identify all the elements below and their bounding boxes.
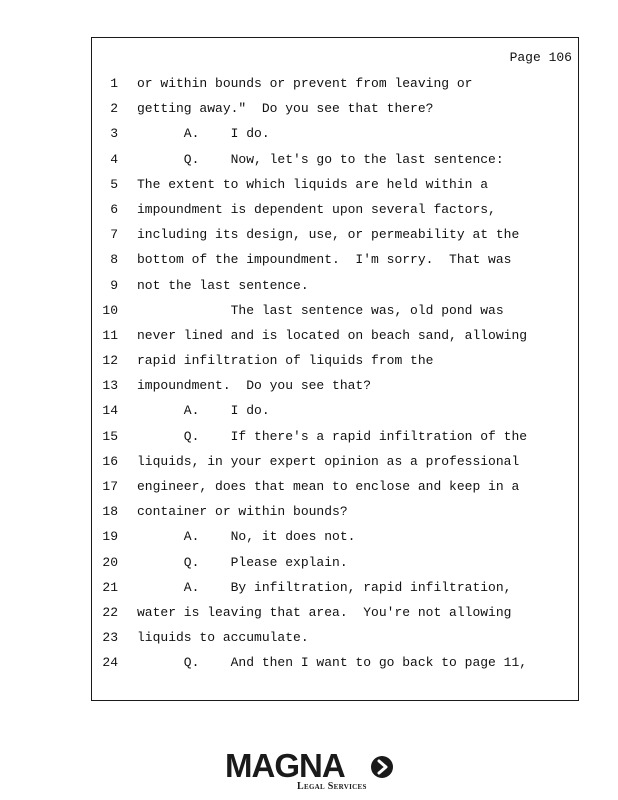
transcript-line xyxy=(92,298,578,323)
transcript-line xyxy=(92,398,578,423)
line-number: 8 xyxy=(110,252,118,268)
line-number: 22 xyxy=(102,604,118,620)
line-number: 17 xyxy=(102,479,118,494)
line-number: 11 xyxy=(102,327,118,343)
line-text: The last sentence was, old pond was xyxy=(137,302,504,318)
transcript-line xyxy=(92,373,578,398)
line-number: 4 xyxy=(110,151,118,167)
line-number: 10 xyxy=(102,302,118,318)
line-text: rapid infiltration of liquids from the xyxy=(137,353,434,369)
line-number: 19 xyxy=(102,529,118,545)
line-number: 6 xyxy=(110,201,118,217)
transcript-line xyxy=(92,625,578,650)
line-text: getting away." Do you see that there? xyxy=(137,101,434,117)
line-number: 23 xyxy=(102,630,118,646)
line-text: Q. And then I want to go back to page 11, xyxy=(137,655,528,671)
transcript-line xyxy=(92,197,578,222)
magna-logo xyxy=(225,748,395,794)
transcript-line xyxy=(92,273,578,298)
transcript-line xyxy=(92,474,578,499)
transcript-line xyxy=(92,550,578,575)
line-number: 3 xyxy=(110,126,118,142)
line-number: 15 xyxy=(102,428,118,444)
line-text: liquids to accumulate. xyxy=(137,630,309,646)
logo-subtitle: Legal Services xyxy=(297,781,367,792)
line-number: 16 xyxy=(102,453,118,469)
transcript-line xyxy=(92,499,578,524)
transcript-line xyxy=(92,348,578,373)
line-number: 13 xyxy=(102,378,118,394)
logo-wordmark: MAGNA xyxy=(225,747,345,784)
line-text: never lined and is located on beach sand, allowing xyxy=(137,327,528,343)
line-text: A. No, it does not. xyxy=(137,529,356,545)
line-number: 24 xyxy=(102,655,118,671)
line-text: A. I do. xyxy=(137,126,270,142)
line-text: A. I do. xyxy=(137,403,270,419)
line-number: 12 xyxy=(102,353,118,369)
line-text: engineer, does that mean to enclose and keep in a xyxy=(137,479,520,494)
line-text: water is leaving that area. You're not allowing xyxy=(137,604,512,620)
line-text: or within bounds or prevent from leaving or xyxy=(137,76,473,91)
transcript-line xyxy=(92,323,578,348)
transcript-line xyxy=(92,424,578,449)
line-text: A. By infiltration, rapid infiltration, xyxy=(137,579,512,595)
transcript-line xyxy=(92,650,578,675)
line-number: 5 xyxy=(110,176,118,192)
line-text: bottom of the impoundment. I'm sorry. That was xyxy=(137,252,512,268)
line-text: Q. Now, let's go to the last sentence: xyxy=(137,151,504,167)
line-text: Q. Please explain. xyxy=(137,554,348,570)
line-text: impoundment. Do you see that? xyxy=(137,378,372,394)
line-text: impoundment is dependent upon several factors, xyxy=(137,201,496,217)
transcript-line xyxy=(92,121,578,146)
transcript-lines xyxy=(92,71,578,676)
transcript-line xyxy=(92,449,578,474)
line-text: The extent to which liquids are held within a xyxy=(137,176,489,192)
transcript-line xyxy=(92,247,578,272)
transcript-line xyxy=(92,71,578,96)
line-text: not the last sentence. xyxy=(137,277,309,293)
line-text: including its design, use, or permeability at the xyxy=(137,227,520,243)
line-number: 1 xyxy=(110,76,118,91)
line-number: 20 xyxy=(102,554,118,570)
line-text: Q. If there's a rapid infiltration of the xyxy=(137,428,528,444)
page-number: Page 106 xyxy=(509,50,572,65)
transcript-line xyxy=(92,600,578,625)
line-number: 14 xyxy=(102,403,118,419)
line-number: 2 xyxy=(110,101,118,117)
line-text: container or within bounds? xyxy=(137,504,348,520)
transcript-line xyxy=(92,222,578,247)
transcript-line xyxy=(92,96,578,121)
transcript-line xyxy=(92,575,578,600)
transcript-line xyxy=(92,147,578,172)
line-number: 9 xyxy=(110,277,118,293)
transcript-page xyxy=(91,37,579,701)
line-text: liquids, in your expert opinion as a professional xyxy=(137,453,520,469)
line-number: 7 xyxy=(110,227,118,243)
transcript-line xyxy=(92,524,578,549)
transcript-line xyxy=(92,172,578,197)
chevron-right-circle-icon xyxy=(371,756,393,778)
line-number: 21 xyxy=(102,579,118,595)
line-number: 18 xyxy=(102,504,118,520)
